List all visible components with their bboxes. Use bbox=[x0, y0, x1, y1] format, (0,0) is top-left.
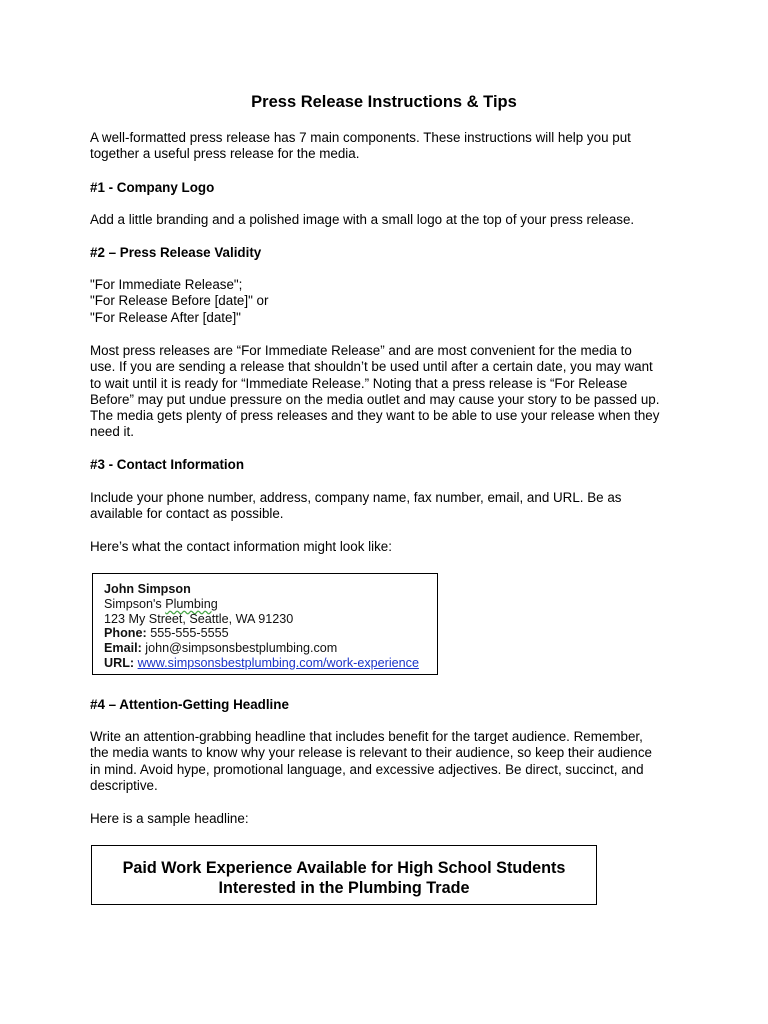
contact-url: URL: www.simpsonsbestplumbing.com/work-experience bbox=[104, 655, 419, 670]
validity-paragraph bbox=[90, 343, 690, 441]
section-heading-validity: #2 – Press Release Validity bbox=[90, 245, 262, 260]
validity-line: to wait until it is ready for “Immediate Release.” Noting that a press release is “For Release bbox=[90, 375, 628, 391]
intro-line: together a useful press release for the media. bbox=[90, 146, 360, 162]
sample-headline-line: Interested in the Plumbing Trade bbox=[218, 879, 470, 897]
validity-line: The media gets plenty of press releases and they want to be able to use your release when they bbox=[90, 408, 660, 424]
contact-email: Email: john@simpsonsbestplumbing.com bbox=[104, 641, 338, 656]
spellcheck-word: Plumbing bbox=[165, 596, 218, 611]
contact-paragraph bbox=[90, 490, 690, 523]
section-heading-headline: #4 – Attention-Getting Headline bbox=[90, 697, 289, 712]
validity-options bbox=[90, 277, 690, 326]
validity-line: Before” may put undue pressure on the media outlet and may cause your story to be passed up. bbox=[90, 391, 660, 407]
validity-line: use. If you are sending a release that shouldn’t be used until after a certain date, you may want bbox=[90, 359, 653, 375]
headline-line: in mind. Avoid hype, promotional language, and excessive adjectives. Be direct, succinct, and bbox=[90, 761, 644, 777]
contact-example-intro-line: Here’s what the contact information might look like: bbox=[90, 539, 392, 554]
headline-line: the media wants to know why your release is relevant to their audience, so keep their audience bbox=[90, 745, 652, 761]
contact-card bbox=[92, 573, 438, 675]
contact-address: 123 My Street, Seattle, WA 91230 bbox=[104, 611, 294, 626]
section-heading-logo: #1 - Company Logo bbox=[90, 180, 215, 195]
logo-paragraph bbox=[90, 212, 690, 228]
page-title: Press Release Instructions & Tips bbox=[251, 93, 517, 111]
headline-sample-intro bbox=[90, 811, 690, 827]
validity-option: "For Immediate Release"; bbox=[90, 277, 243, 292]
headline-sample-intro-line: Here is a sample headline: bbox=[90, 811, 249, 826]
contact-name: John Simpson bbox=[104, 582, 191, 596]
sample-headline-box bbox=[91, 845, 597, 905]
section-heading-contact: #3 - Contact Information bbox=[90, 457, 244, 472]
validity-option: "For Release Before [date]" or bbox=[90, 293, 269, 309]
intro-line: A well-formatted press release has 7 main components. These instructions will help you put bbox=[90, 130, 631, 145]
validity-line: need it. bbox=[90, 424, 134, 440]
logo-line: Add a little branding and a polished image with a small logo at the top of your press release. bbox=[90, 212, 635, 227]
headline-line: descriptive. bbox=[90, 777, 158, 793]
headline-line: Write an attention-grabbing headline that includes benefit for the target audience. Remember, bbox=[90, 729, 643, 744]
contact-line: available for contact as possible. bbox=[90, 506, 284, 522]
sample-headline-line: Paid Work Experience Available for High School Students bbox=[122, 859, 566, 877]
contact-url-link[interactable]: www.simpsonsbestplumbing.com/work-experience bbox=[137, 655, 419, 670]
contact-line: Include your phone number, address, company name, fax number, email, and URL. Be as bbox=[90, 490, 622, 505]
intro-paragraph bbox=[90, 130, 690, 163]
contact-phone: Phone: 555-555-5555 bbox=[104, 626, 229, 641]
contact-company: Simpson's Plumbing bbox=[104, 596, 218, 611]
validity-line: Most press releases are “For Immediate Release” and are most convenient for the media to bbox=[90, 343, 632, 358]
contact-example-intro bbox=[90, 539, 690, 555]
validity-option: "For Release After [date]" bbox=[90, 309, 241, 325]
headline-paragraph bbox=[90, 729, 690, 794]
